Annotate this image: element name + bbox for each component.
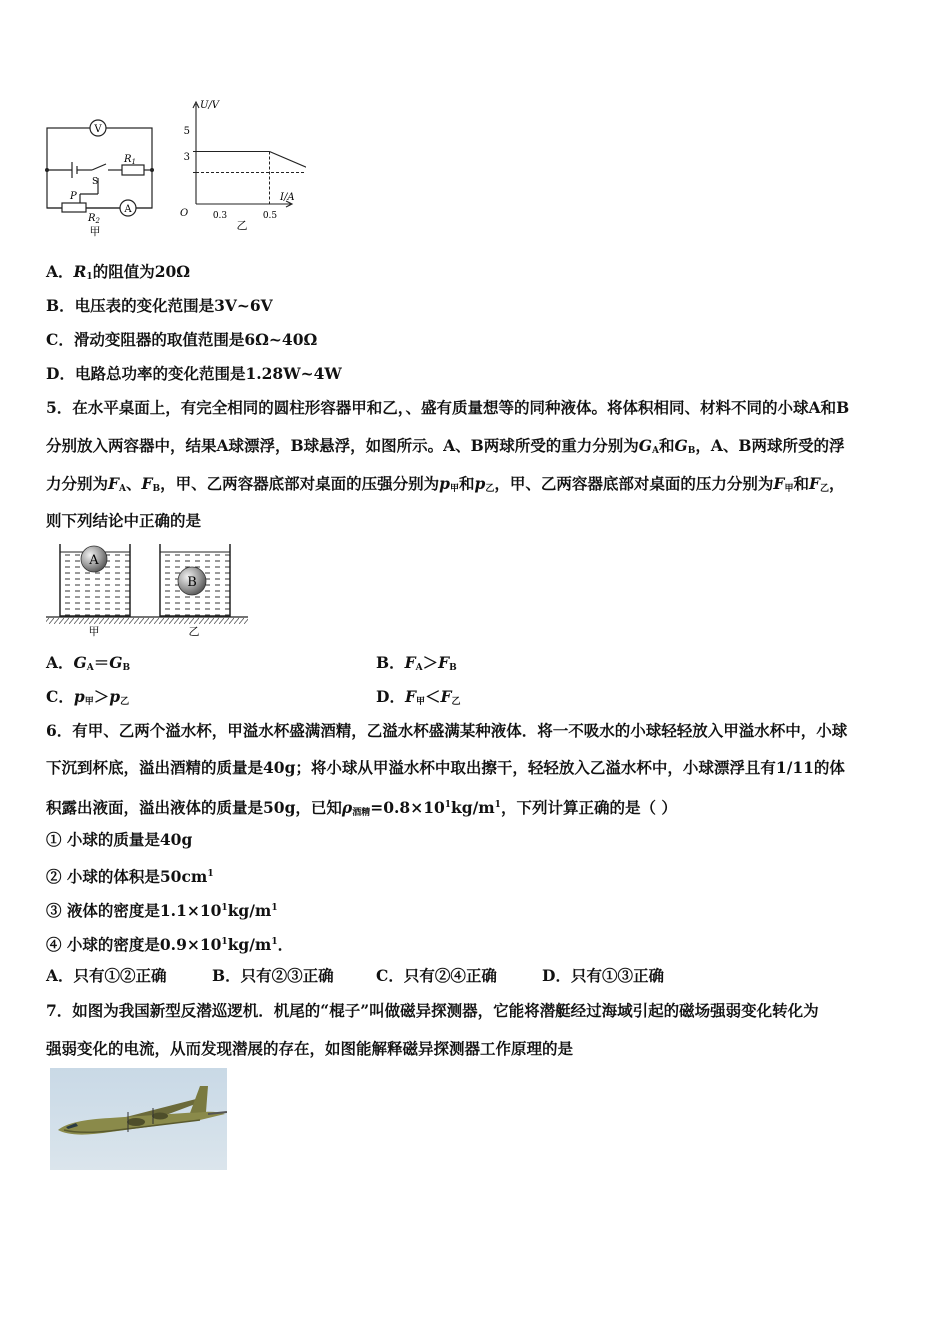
q6-option-a: A．只有①②正确 (46, 966, 167, 985)
q5-line4: 则下列结论中正确的是 (46, 511, 202, 530)
ball-a-label: A (89, 553, 99, 568)
q6-line2: 下沉到杯底，溢出酒精的质量是40g；将小球从甲溢水杯中取出擦干，轻轻放入乙溢水杯中，小球漂浮且有1/11的体 (46, 758, 845, 777)
q4-option-d: D．电路总功率的变化范围是1.28W~4W (46, 364, 342, 383)
q5-option-b: B．$F_A>F_B$ (376, 653, 457, 673)
svg-text:R2 (87, 213, 101, 225)
q7-line2: 强弱变化的电流，从而发现潜展的存在，如图能解释磁异探测器工作原理的是 (46, 1039, 574, 1058)
x-tick-0.3: 0.3 (212, 211, 228, 221)
ball-b-label: B (187, 575, 197, 590)
q6-option-d: D．只有①③正确 (542, 966, 664, 985)
ui-graph (176, 98, 306, 238)
q5-line1: 5．在水平桌面上，有完全相同的圆柱形容器甲和乙，、盛有质量想等的同种液体。将体积相同、材料不同的小球A和B (46, 398, 850, 417)
origin-label: O (180, 208, 189, 219)
switch-label: S (92, 177, 99, 187)
x-axis-label: I/A (280, 192, 295, 203)
circuit-caption: 甲 (89, 225, 101, 238)
q6-statement-3: ③ 液体的密度是$1.1\times 10^1kg/m^1$ (46, 901, 278, 920)
q5-line2: 分别放入两容器中，结果A球漂浮，B球悬浮，如图所示。A、B两球所受的重力分别为$G_A$和$G_B$，A、B两球所受的浮 (46, 436, 845, 456)
q5-option-d: D．$F_甲<F_乙$ (376, 687, 461, 707)
q6-statement-4: ④ 小球的密度是$0.9\times 10^1kg/m^1$． (46, 935, 294, 954)
q6-statement-1: ① 小球的质量是40g (46, 830, 193, 849)
q7-line1: 7．如图为我国新型反潜巡逻机．机尾的“棍子”叫做磁异探测器，它能将潜艇经过海域引起的磁场强弱变化转化为 (46, 1001, 819, 1020)
y-tick-3: 3 (183, 152, 190, 163)
q6-option-c: C．只有②④正确 (376, 966, 497, 985)
svg-text:R1 (123, 154, 136, 166)
q6-line3: 积露出液面，溢出液体的质量是50g，已知$\rho_{酒精}=0.8\times 10^1kg/m^1$，下列计算正确的是（ ） (46, 798, 677, 818)
container-yi-caption: 乙 (188, 625, 200, 638)
q5-option-a: A．$G_A=G_B$ (46, 653, 131, 673)
patrol-aircraft-photo (50, 1068, 227, 1170)
q6-line1: 6．有甲、乙两个溢水杯，甲溢水杯盛满酒精，乙溢水杯盛满某种液体．将一不吸水的小球轻轻放入甲溢水杯中，小球 (46, 721, 848, 740)
circuit-diagram (40, 118, 170, 238)
r1-label: R (124, 154, 132, 165)
r1-sub: 1 (131, 158, 136, 166)
r2-sub: 2 (95, 217, 100, 225)
q4-option-c: C．滑动变阻器的取值范围是6Ω~40Ω (46, 330, 318, 349)
aircraft-icon (50, 1068, 227, 1170)
y-axis-label: U/V (200, 100, 220, 111)
voltmeter-label: V (94, 124, 102, 135)
container-jia-caption: 甲 (88, 625, 100, 638)
r2-label: R (88, 213, 96, 224)
slider-label: P (70, 191, 77, 202)
q4-option-b: B．电压表的变化范围是3V~6V (46, 296, 273, 315)
x-tick-0.5: 0.5 (262, 211, 278, 221)
graph-caption: 乙 (236, 219, 248, 232)
q5-line3: 力分别为$F_A$、$F_B$，甲、乙两容器底部对桌面的压强分别为$p_甲$和$p_乙$，甲、乙两容器底部对桌面的压力分别为$F_甲$和$F_乙$， (46, 474, 845, 494)
y-tick-5: 5 (183, 126, 190, 137)
ammeter-label: A (124, 204, 132, 215)
q6-option-b: B．只有②③正确 (212, 966, 334, 985)
q5-option-c: C．$p_甲>p_乙$ (46, 687, 130, 707)
q6-statement-2: ② 小球的体积是$50cm^1$ (46, 867, 214, 886)
graph-data-line (270, 152, 307, 173)
containers-figure (44, 540, 250, 640)
q4-option-a: A．$R_1$的阻值为20Ω (46, 262, 191, 282)
